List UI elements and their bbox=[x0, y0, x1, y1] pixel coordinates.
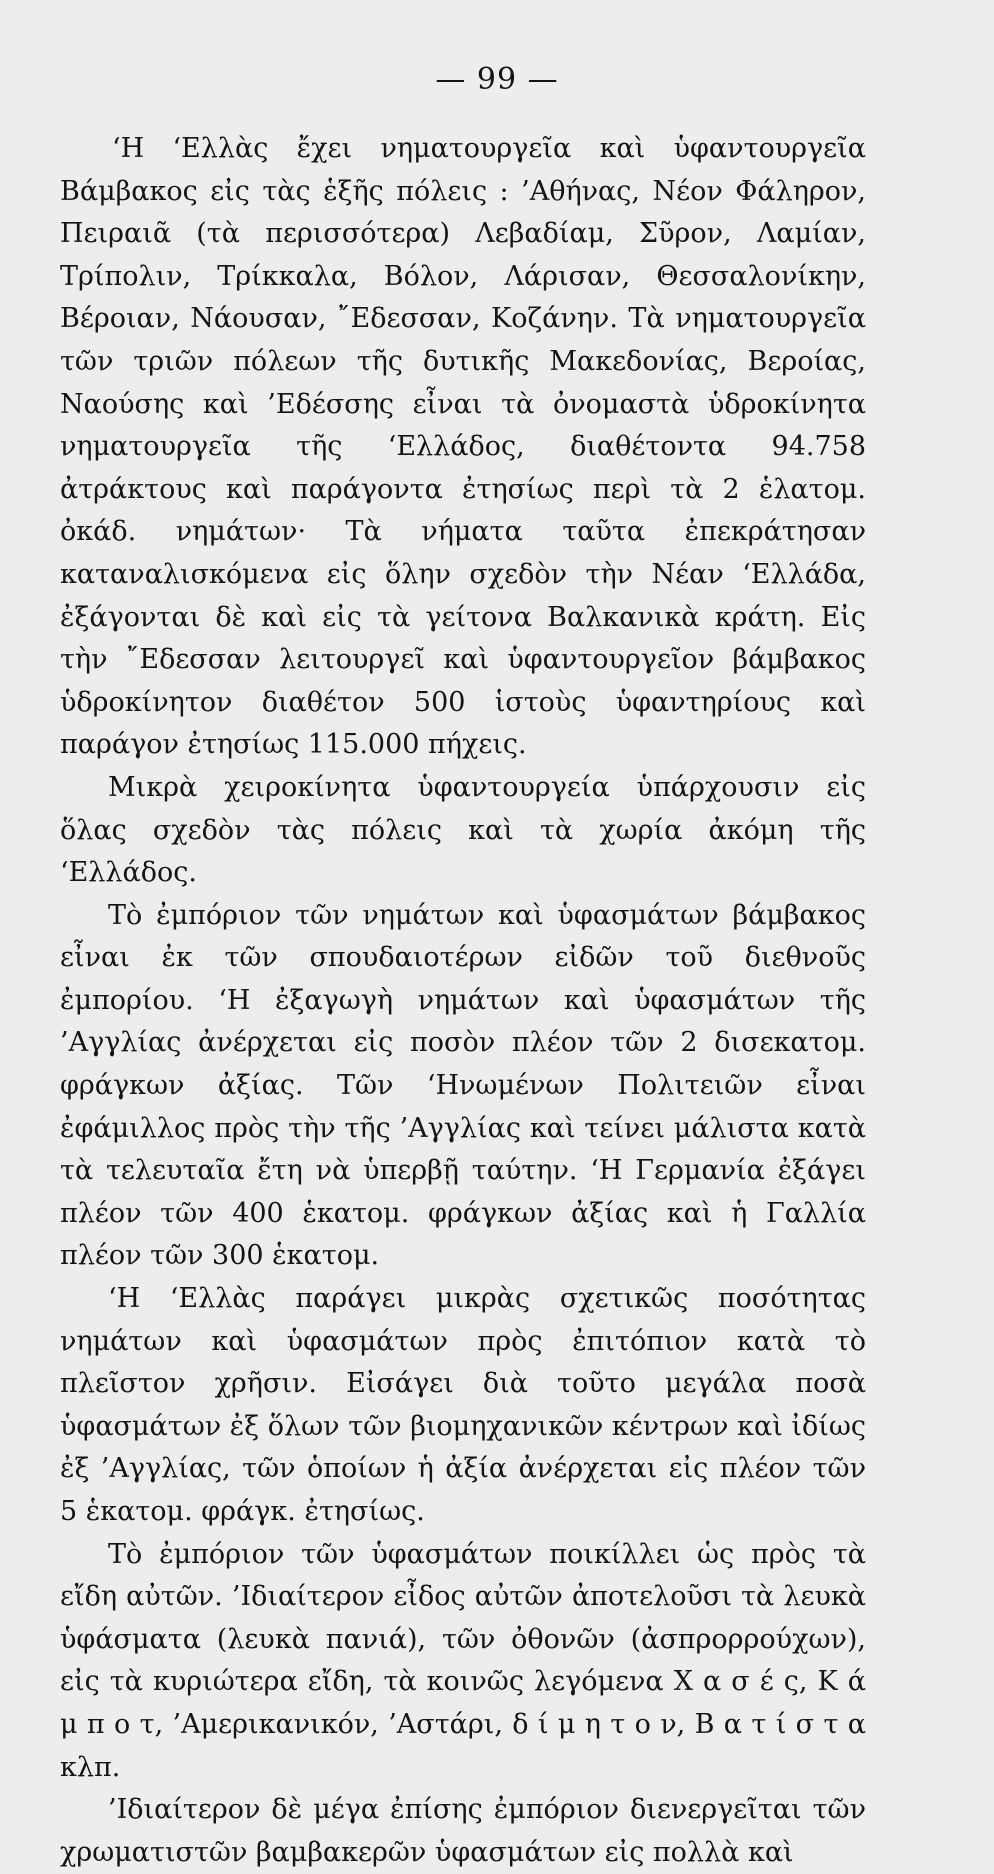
paragraph-5: Τὸ ἐμπόριον τῶν ὑφασμάτων ποικίλλει ὡς πρὸς τὰ εἴδη αὐτῶν. ’Ιδιαίτερον εἶδος αὐτῶν ἀποτελοῦσι τὰ λευκὰ ὑφάσματα (λευκὰ πανιά), τῶν ὀθονῶν (ἀσπρορρούχων), εἰς τὰ κυριώτερα εἴδη, τὰ κοινῶς λεγόμενα Χ α σ έ ς, Κ ά μ π ο τ, ’Αμερικανικόν, ’Αστάρι, δ ί μ η τ ο ν, Β α τ ί σ τ α κλπ. bbox=[60, 1538, 866, 1783]
paragraph-4: ‘Η ‘Ελλὰς παράγει μικρὰς σχετικῶς ποσότητας νημάτων καὶ ὑφασμάτων πρὸς ἐπιτόπιον κατὰ τὸ πλεῖστον χρῆσιν. Εἰσάγει διὰ τοῦτο μεγάλα ποσὰ ὑφασμάτων ἐξ ὅλων τῶν βιομηχανικῶν κέντρων καὶ ἰδίως ἐξ ’Αγγλίας, τῶν ὁποίων ἡ ἀξία ἀνέρχεται εἰς πλέον τῶν 5 ἑκατομ. φράγκ. ἐτησίως. bbox=[60, 1283, 866, 1527]
page-number: — 99 — bbox=[435, 62, 559, 97]
body-text bbox=[60, 128, 866, 1874]
paragraph-2: Μικρὰ χειροκίνητα ὑφαντουργεία ὑπάρχουσιν εἰς ὅλας σχεδὸν τὰς πόλεις καὶ τὰ χωρία ἀκόμη τῆς ‘Ελλάδος. bbox=[60, 771, 866, 889]
paragraph-1: ‘Η ‘Ελλὰς ἔχει νηματουργεῖα καὶ ὑφαντουργεῖα Βάμβακος εἰς τὰς ἑξῆς πόλεις : ’Αθήνας, Νέον Φάληρον, Πειραιᾶ (τὰ περισσότερα) Λεβαδίαμ, Σῦρον, Λαμίαν, Τρίπολιν, Τρίκκαλα, Βόλον, Λάρισαν, Θεσσαλονίκην, Βέροιαν, Νάουσαν, ῎Εδεσσαν, Κοζάνην. Τὰ νηματουργεῖα τῶν τριῶν πόλεων τῆς δυτικῆς Μακεδονίας, Βεροίας, Ναούσης καὶ ’Εδέσσης εἶναι τὰ ὀνομαστὰ ὑδροκίνητα νηματουργεῖα τῆς ‘Ελλάδος, διαθέτοντα 94.758 ἀτράκτους καὶ παράγοντα ἐτησίως περὶ τὰ 2 ἑλατομ. ὀκάδ. νημάτων· Τὰ νήματα ταῦτα ἐπεκράτησαν καταναλισκόμενα εἰς ὅλην σχεδὸν τὴν Νέαν ‘Ελλάδα, ἐξάγονται δὲ καὶ εἰς τὰ γείτονα Βαλκανικὰ κράτη. Εἰς τὴν ῎Εδεσσαν λειτουργεῖ καὶ ὑφαντουργεῖον βάμβακος ὑδροκίνητον διαθέτον 500 ἱστοὺς ὑφαντηρίους καὶ παράγον ἐτησίως 115.000 πήχεις. bbox=[60, 133, 866, 761]
paragraph-3: Τὸ ἐμπόριον τῶν νημάτων καὶ ὑφασμάτων βάμβακος εἶναι ἐκ τῶν σπουδαιοτέρων εἰδῶν τοῦ διεθνοῦς ἐμπορίου. ‘Η ἐξαγωγὴ νημάτων καὶ ὑφασμάτων τῆς ’Αγγλίας ἀνέρχεται εἰς ποσὸν πλέον τῶν 2 δισεκατομ. φράγκων ἀξίας. Τῶν ‘Ηνωμένων Πολιτειῶν εἶναι ἐφάμιλλος πρὸς τὴν τῆς ’Αγγλίας καὶ τείνει μάλιστα κατὰ τὰ τελευταῖα ἔτη νὰ ὑπερβῇ ταύτην. ‘Η Γερμανία ἐξάγει πλέον τῶν 400 ἑκατομ. φράγκων ἀξίας καὶ ἡ Γαλλία πλέον τῶν 300 ἑκατομ. bbox=[60, 899, 866, 1272]
paragraph-6: ’Ιδιαίτερον δὲ μέγα ἐπίσης ἐμπόριον διενεργεῖται τῶν χρωματιστῶν βαμβακερῶν ὑφασμάτων εἰς πολλὰ καὶ bbox=[60, 1794, 866, 1868]
